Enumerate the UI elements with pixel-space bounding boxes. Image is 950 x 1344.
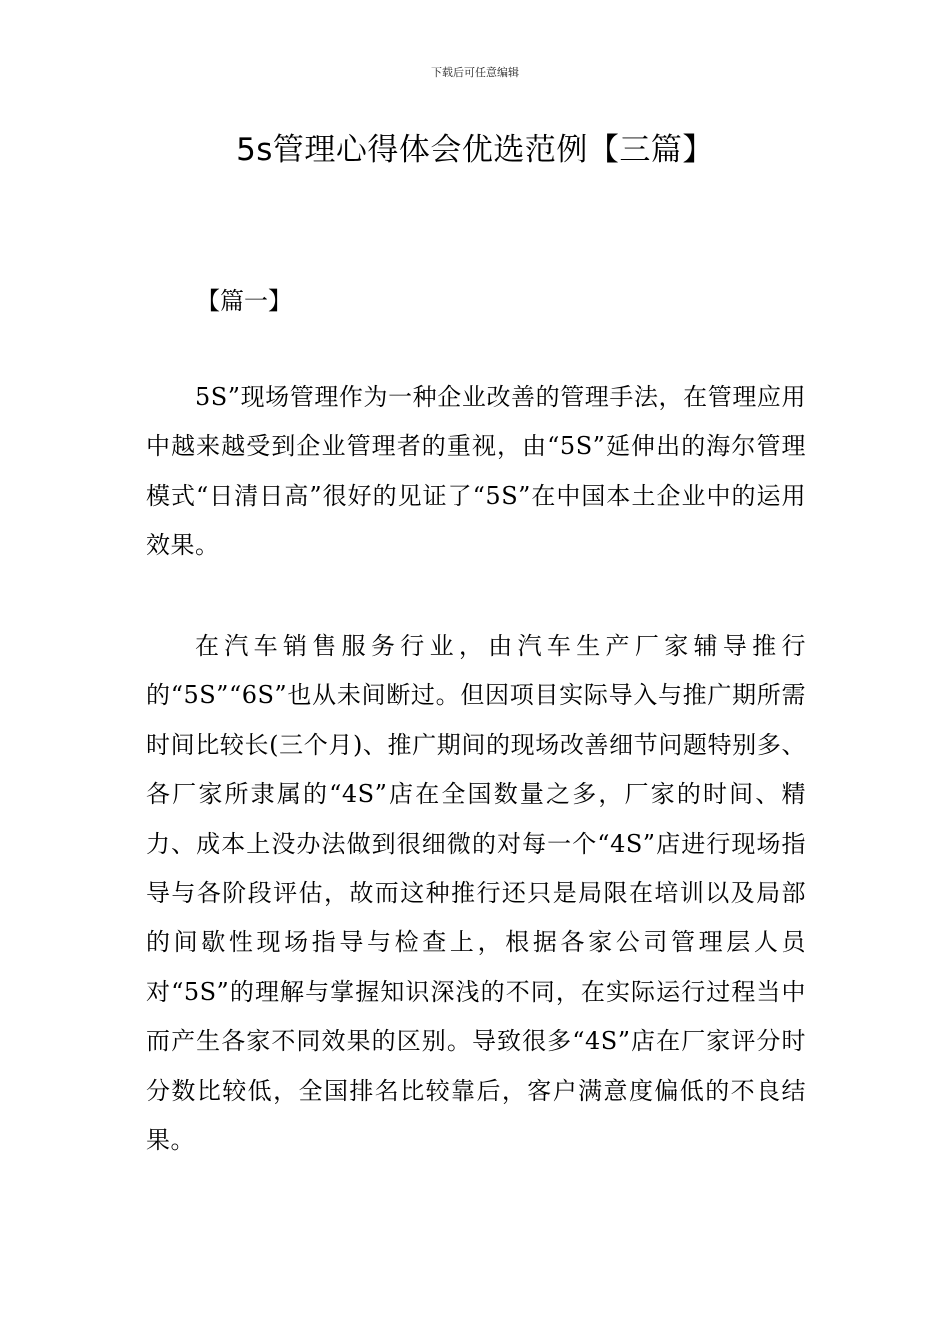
section-heading: 【篇一】 bbox=[196, 287, 292, 315]
page-header-note: 下载后可任意编辑 bbox=[431, 66, 519, 79]
paragraph-1: 5S”现场管理作为一种企业改善的管理手法，在管理应用中越来越受到企业管理者的重视，由“5S”延伸出的海尔管理模式“日清日高”很好的见证了“5S”在中国本土企业中的运用效果。 bbox=[146, 383, 806, 560]
paragraph-2: 在汽车销售服务行业，由汽车生产厂家辅导推行的“5S”“6S”也从未间断过。但因项目实际导入与推广期所需时间比较长(三个月)、推广期间的现场改善细节问题特别多、各厂家所隶属的“4S”店在全国数量之多，厂家的时间、精力、成本上没办法做到很细微的对每一个“4S”店进行现场指导与各阶段评估，故而这种推行还只是局限在培训以及局部的间歇性现场指导与检查上，根据各家公司管理层人员对“5S”的理解与掌握知识深浅的不同，在实际运行过程当中而产生各家不同效果的区别。导致很多“4S”店在厂家评分时分数比较低，全国排名比较靠后，客户满意度偏低的不良结果。 bbox=[146, 632, 806, 1155]
document-title: 5s管理心得体会优选范例【三篇】 bbox=[236, 132, 714, 168]
